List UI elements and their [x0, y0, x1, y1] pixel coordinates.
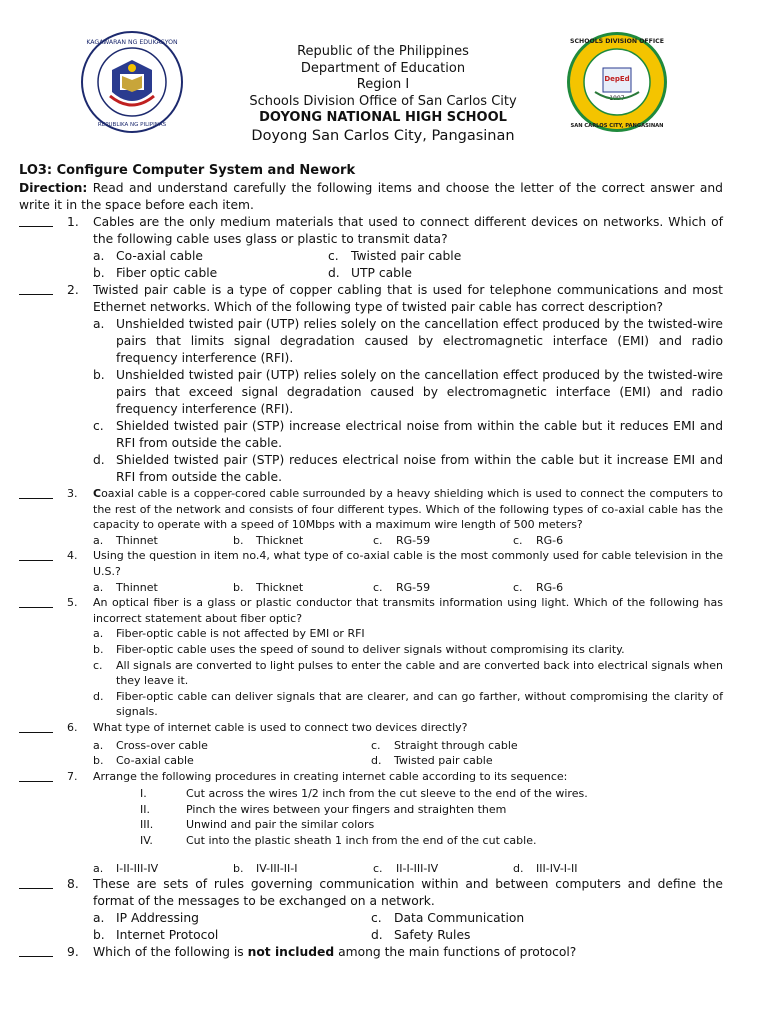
option-text: Thinnet: [116, 580, 158, 594]
division-line: Schools Division Office of San Carlos City: [249, 93, 517, 109]
step-numeral: IV.: [140, 834, 153, 848]
option-text: Thicknet: [256, 580, 304, 594]
option-text: Thicknet: [256, 533, 304, 547]
option-q5-c: [19, 658, 723, 689]
svg-text:1997: 1997: [609, 95, 625, 102]
option-text: Straight through cable: [394, 738, 518, 752]
option-letter: b.: [93, 642, 104, 656]
option-q2-c: [19, 418, 723, 452]
step-numeral: III.: [140, 818, 154, 832]
option-letter: b.: [233, 861, 244, 875]
option-letter: b.: [93, 754, 104, 768]
region-line: Region I: [356, 77, 410, 92]
option-text: Shielded twisted pair (STP) increase electrical noise from within the cable but it reduces EMI and RFI from outside the cable.: [116, 419, 723, 450]
option-q5-a: [19, 626, 723, 642]
worksheet-content: [19, 162, 723, 962]
options-q4: [19, 580, 723, 596]
step-text: Unwind and pair the similar colors: [186, 818, 375, 832]
svg-text:KAGAWARAN NG EDUKASYON: KAGAWARAN NG EDUKASYON: [86, 39, 178, 46]
option-letter: b.: [93, 266, 105, 280]
option-letter: a.: [93, 317, 105, 331]
option-letter: a.: [93, 861, 104, 875]
answer-blank-9[interactable]: [19, 944, 67, 962]
option-text: IP Addressing: [116, 911, 199, 926]
question-number: 8.: [67, 877, 79, 892]
question-4: [19, 548, 723, 579]
answer-blank-4[interactable]: [19, 548, 67, 579]
option-text: Safety Rules: [394, 928, 471, 943]
option-text: Co-axial cable: [116, 249, 203, 263]
option-text: Twisted pair cable: [394, 754, 493, 768]
svg-text:SAN CARLOS CITY, PANGASINAN: SAN CARLOS CITY, PANGASINAN: [570, 123, 664, 129]
option-letter: d.: [513, 861, 524, 875]
option-letter: a.: [93, 580, 104, 594]
question-8: [19, 876, 723, 910]
options-q6-row2: [19, 753, 723, 769]
option-letter: c.: [371, 911, 382, 926]
direction: [19, 180, 723, 214]
question-text: oaxial cable is a copper-cored cable surrounded by a heavy shielding which is used to connect the computers to the rest of the network and consists of four different types. Which of the following types of co-axial cable has the capacity to operate with a speed of 10Mbps with a maximum wire length of 500 meters?: [93, 487, 723, 532]
step-text: Cut into the plastic sheath 1 inch from the end of the cut cable.: [186, 834, 537, 848]
option-text: Thinnet: [116, 533, 158, 547]
option-text: II-I-III-IV: [396, 861, 439, 875]
option-text: Data Communication: [394, 911, 525, 926]
option-letter: c.: [373, 533, 383, 547]
option-letter: c.: [513, 533, 523, 547]
option-q2-a: [19, 316, 723, 367]
question-9: [19, 944, 723, 962]
question-3: [19, 486, 723, 533]
option-text: I-II-III-IV: [116, 861, 159, 875]
worksheet-title: LO3: Configure Computer System and Nework: [19, 163, 356, 178]
answer-blank-1[interactable]: [19, 214, 67, 248]
question-number: 3.: [67, 487, 78, 500]
option-letter: b.: [93, 368, 105, 382]
step-numeral: II.: [140, 802, 150, 816]
options-q8-row1: [19, 910, 723, 927]
question-number: 9.: [67, 945, 79, 960]
svg-text:DepEd: DepEd: [604, 75, 630, 83]
option-letter: a.: [93, 911, 105, 926]
option-letter: a.: [93, 627, 104, 641]
step-numeral: I.: [140, 787, 147, 801]
option-letter: b.: [233, 580, 244, 594]
direction-text: Read and understand carefully the following items and choose the letter of the correct answer and write it in the space before each item.: [19, 181, 723, 212]
question-number: 6.: [67, 720, 78, 734]
question-7: [19, 769, 723, 787]
step-3: [19, 817, 723, 833]
option-text: IV-III-II-I: [256, 861, 298, 875]
option-text: Shielded twisted pair (STP) reduces electrical noise from within the cable but it increase EMI and RFI from outside the cable.: [116, 453, 723, 484]
option-letter: c.: [373, 861, 383, 875]
question-1: [19, 214, 723, 248]
answer-blank-5[interactable]: [19, 595, 67, 626]
option-text: Fiber-optic cable uses the speed of sound to deliver signals without compromising its clarity.: [116, 642, 625, 656]
option-text: UTP cable: [351, 266, 412, 280]
option-text: Twisted pair cable: [351, 249, 462, 263]
option-text: All signals are converted to light pulses to enter the cable and are converted back into electrical signals when they leave it.: [116, 658, 723, 688]
option-text: RG-59: [396, 580, 431, 594]
option-text: Cross-over cable: [116, 738, 208, 752]
option-text: Co-axial cable: [116, 754, 194, 768]
question-text: These are sets of rules governing communication within and between computers and define the format of the messages to be exchanged on a network.: [93, 877, 723, 909]
step-4: [19, 833, 723, 849]
option-q2-b: [19, 367, 723, 418]
answer-blank-6[interactable]: [19, 720, 67, 738]
option-q5-d: [19, 689, 723, 720]
options-q7: [19, 861, 723, 877]
school-name: DOYONG NATIONAL HIGH SCHOOL: [259, 110, 507, 125]
option-text: Fiber-optic cable can deliver signals that are clearer, and can go farther, without compromising the clarity of signals.: [116, 689, 723, 719]
svg-text:REPUBLIKA NG PILIPINAS: REPUBLIKA NG PILIPINAS: [97, 122, 167, 128]
option-letter: b.: [93, 928, 105, 943]
question-lead-letter: C: [93, 487, 102, 500]
option-letter: c.: [93, 658, 103, 672]
options-q1-row2: [19, 265, 723, 282]
options-q8-row2: [19, 927, 723, 944]
option-text: RG-59: [396, 533, 431, 547]
question-text: What type of internet cable is used to connect two devices directly?: [93, 720, 468, 734]
answer-blank-7[interactable]: [19, 769, 67, 787]
question-2: [19, 282, 723, 316]
department-line: Department of Education: [300, 60, 466, 76]
step-1: [19, 786, 723, 802]
svg-text:SCHOOLS DIVISION OFFICE: SCHOOLS DIVISION OFFICE: [570, 38, 664, 45]
option-letter: a.: [93, 738, 104, 752]
option-text: Internet Protocol: [116, 928, 219, 943]
option-text: III-IV-I-II: [536, 861, 578, 875]
letterhead: [200, 44, 566, 145]
answer-blank-2[interactable]: [19, 282, 67, 316]
question-6: [19, 720, 723, 738]
option-text: RG-6: [536, 580, 564, 594]
option-letter: c.: [93, 419, 104, 433]
question-text: Twisted pair cable is a type of copper cabling that is used for telephone communications and most Ethernet networks. Which of the following type of twisted pair cable has correct description?: [93, 283, 723, 314]
option-letter: d.: [93, 689, 104, 703]
option-q2-d: [19, 452, 723, 486]
question-number: 5.: [67, 596, 78, 610]
answer-blank-8[interactable]: [19, 876, 67, 910]
option-text: Unshielded twisted pair (UTP) relies solely on the cancellation effect produced by the twisted-wire pairs that limits signal degradation caused by electromagnetic interface (EMI) and radio frequency interference (RFI).: [116, 317, 723, 365]
question-text: Using the question in item no.4, what type of co-axial cable is the most commonly used for cable television in the U.S.?: [93, 549, 723, 578]
question-text-before: Which of the following is: [93, 945, 248, 960]
step-text: Cut across the wires 1/2 inch from the cut sleeve to the end of the wires.: [186, 787, 588, 801]
republic-line: Republic of the Philippines: [297, 44, 469, 59]
step-2: [19, 802, 723, 818]
question-number: 2.: [67, 283, 79, 297]
answer-blank-3[interactable]: [19, 486, 67, 533]
schools-division-seal-logo: [565, 30, 669, 134]
options-q1-row1: [19, 248, 723, 265]
question-5: [19, 595, 723, 626]
question-text-emphasis: not included: [247, 945, 335, 960]
question-text-after: among the main functions of protocol?: [334, 945, 577, 960]
option-letter: d.: [93, 453, 105, 467]
question-text: Cables are the only medium materials that used to connect different devices on networks. Which of the following cable uses glass or plastic to transmit data?: [93, 215, 723, 246]
options-q3: [19, 533, 723, 549]
option-text: Fiber optic cable: [116, 266, 218, 280]
option-text: Unshielded twisted pair (UTP) relies solely on the cancellation effect produced by the twisted-wire pairs that exceed signal degradation caused by electromagnetic interface (EMI) and radio frequency interference (RFI).: [116, 368, 723, 416]
option-letter: d.: [328, 266, 340, 280]
option-letter: a.: [93, 249, 105, 263]
option-letter: c.: [513, 580, 523, 594]
option-q5-b: [19, 642, 723, 658]
direction-label: Direction:: [19, 181, 88, 195]
option-letter: c.: [371, 738, 381, 752]
option-letter: d.: [371, 928, 383, 943]
small-section: [19, 486, 723, 876]
school-address: Doyong San Carlos City, Pangasinan: [251, 127, 515, 144]
option-text: RG-6: [536, 533, 564, 547]
deped-seal-logo: [80, 30, 184, 134]
option-letter: d.: [371, 754, 382, 768]
question-number: 1.: [67, 215, 79, 229]
question-number: 7.: [67, 769, 78, 783]
options-q6-row1: [19, 738, 723, 754]
option-letter: b.: [233, 533, 244, 547]
option-letter: c.: [373, 580, 383, 594]
question-text: Arrange the following procedures in creating internet cable according to its sequence:: [93, 769, 568, 783]
option-letter: a.: [93, 533, 104, 547]
option-letter: c.: [328, 249, 339, 263]
question-number: 4.: [67, 549, 78, 563]
step-text: Pinch the wires between your fingers and straighten them: [186, 802, 507, 816]
option-text: Fiber-optic cable is not affected by EMI or RFI: [116, 627, 365, 641]
question-text: An optical fiber is a glass or plastic conductor that transmits information using light. Which of the following has incorrect statement about fiber optic?: [93, 596, 723, 625]
